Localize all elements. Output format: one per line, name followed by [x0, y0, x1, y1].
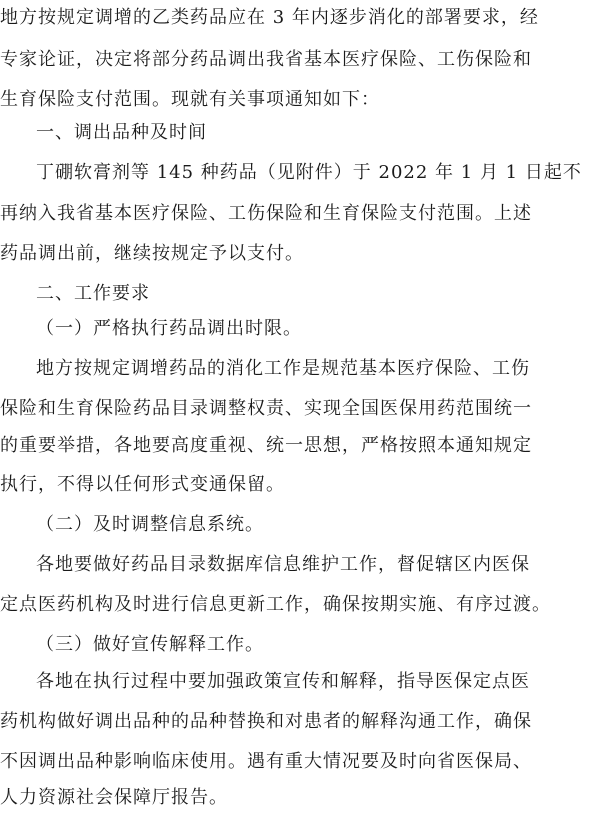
- paragraph-line: 执行，不得以任何形式变通保留。: [0, 474, 285, 495]
- subsection-heading-2: （二）及时调整信息系统。: [36, 514, 264, 535]
- paragraph-line: 药品调出前，继续按规定予以支付。: [0, 243, 304, 264]
- paragraph-line: 定点医药机构及时进行信息更新工作，确保按期实施、有序过渡。: [0, 594, 551, 615]
- paragraph-line: 再纳入我省基本医疗保险、工伤保险和生育保险支付范围。上述: [0, 203, 532, 224]
- paragraph-line: 药机构做好调出品种的品种替换和对患者的解释沟通工作，确保: [0, 711, 532, 732]
- paragraph-line: 的重要举措，各地要高度重视、统一思想，严格按照本通知规定: [0, 435, 532, 456]
- section-heading-2: 二、工作要求: [36, 283, 150, 304]
- paragraph-line: 保险和生育保险药品目录调整权责、实现全国医保用药范围统一: [0, 398, 532, 419]
- subsection-heading-1: （一）严格执行药品调出时限。: [36, 318, 302, 339]
- paragraph-line: 丁硼软膏剂等 145 种药品（见附件）于 2022 年 1 月 1 日起不: [36, 162, 582, 183]
- paragraph-line: 各地在执行过程中要加强政策宣传和解释，指导医保定点医: [36, 671, 530, 692]
- intro-line: 生育保险支付范围。现就有关事项通知如下：: [0, 89, 380, 110]
- intro-line: 地方按规定调增的乙类药品应在 3 年内逐步消化的部署要求，经: [0, 7, 539, 28]
- paragraph-line: 不因调出品种影响临床使用。遇有重大情况要及时向省医保局、: [0, 751, 532, 772]
- subsection-heading-3: （三）做好宣传解释工作。: [36, 634, 264, 655]
- paragraph-line: 人力资源社会保障厅报告。: [0, 787, 228, 808]
- paragraph-line: 各地要做好药品目录数据库信息维护工作，督促辖区内医保: [36, 554, 530, 575]
- paragraph-line: 地方按规定调增药品的消化工作是规范基本医疗保险、工伤: [36, 358, 530, 379]
- intro-line: 专家论证，决定将部分药品调出我省基本医疗保险、工伤保险和: [0, 49, 532, 70]
- section-heading-1: 一、调出品种及时间: [36, 122, 207, 143]
